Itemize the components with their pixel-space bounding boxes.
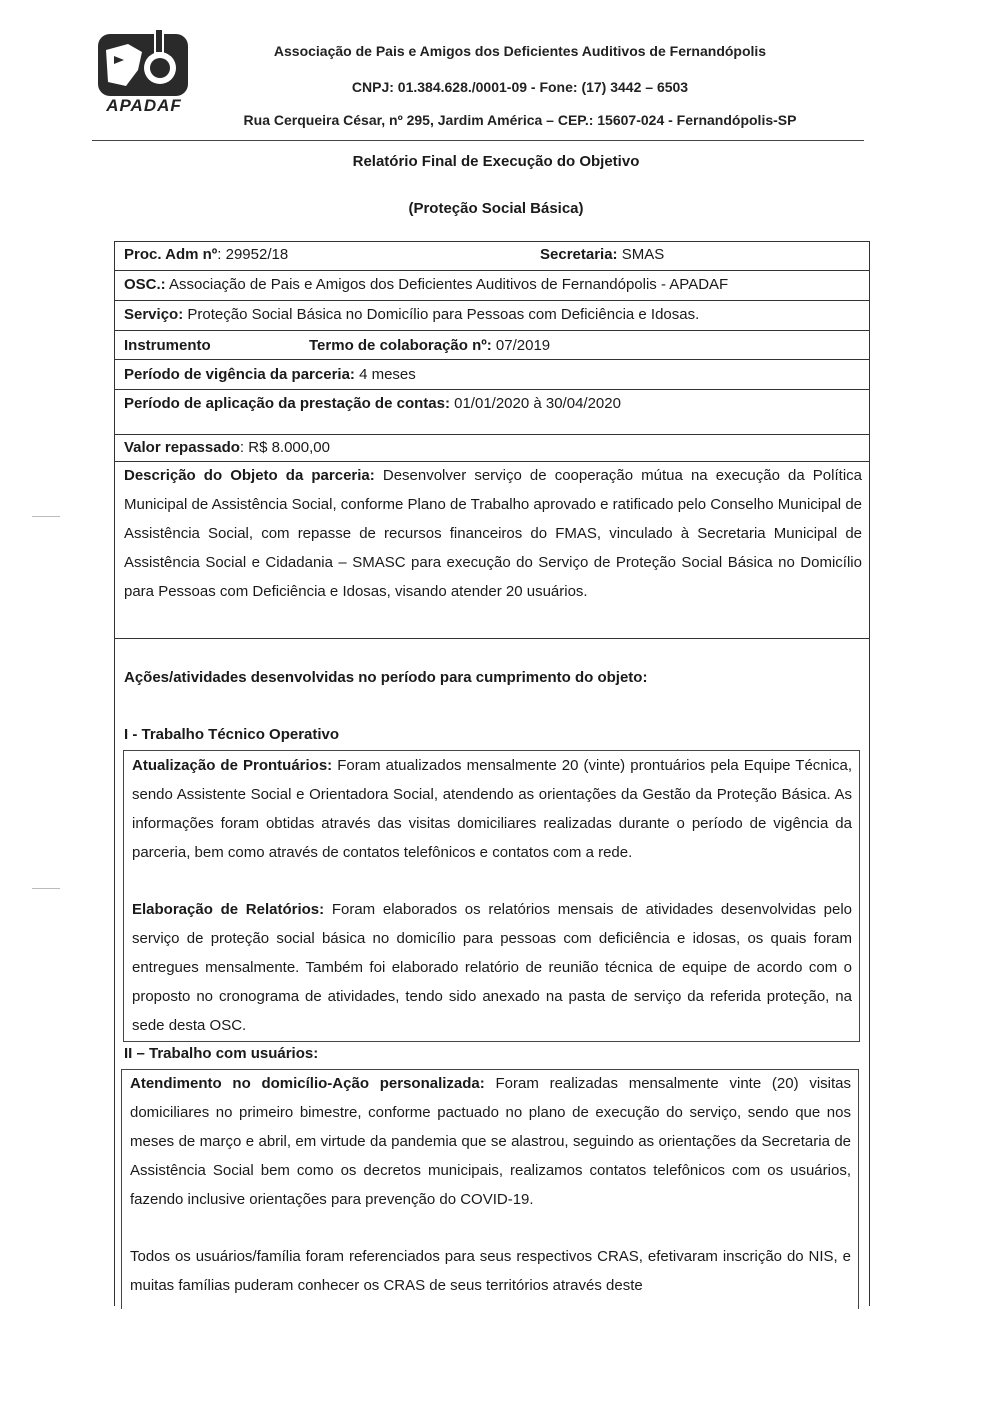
row-divider bbox=[114, 270, 870, 271]
valor-repassado bbox=[124, 439, 330, 456]
header-divider bbox=[92, 140, 864, 141]
row-divider bbox=[114, 434, 870, 435]
valor-label: Valor repassado bbox=[124, 439, 240, 456]
descricao-value: Desenvolver serviço de cooperação mútua na execução da Política Municipal de Assistência Social, conforme Plano de Trabalho aprovado e ratificado pelo Conselho Municipal de Assistência Social, com repasse de recursos financeiros do FMAS, vinculado à Secretaria Municipal de Assistência Social e Cidadania – SMASC para execução do Serviço de Proteção Social Básica no Domicílio para Pessoas com Deficiência e Idosas, visando atender 20 usuários. bbox=[124, 467, 862, 600]
osc-value: Associação de Pais e Amigos dos Deficientes Auditivos de Fernandópolis - APADAF bbox=[165, 276, 729, 293]
osc bbox=[124, 276, 728, 293]
osc-label: OSC.: bbox=[124, 276, 166, 293]
row-divider bbox=[114, 330, 870, 331]
relatorios-text: Foram elaborados os relatórios mensais de atividades desenvolvidas pelo serviço de proteção social básica no domicílio para pessoas com deficiência e idosas, os quais foram entregues mensalmente. Também foi elaborado relatório de reunião técnica de equipe de acordo com o proposto no cronograma de atividades, tendo sido anexado na pasta de serviço da referida proteção, na sede desta OSC. bbox=[132, 901, 852, 1034]
atendimento-label: Atendimento no domicílio-Ação personalizada: bbox=[130, 1075, 485, 1092]
instrumento-label: Instrumento bbox=[124, 337, 211, 354]
actions-heading: Ações/atividades desenvolvidas no período para cumprimento do objeto: bbox=[124, 669, 648, 686]
scan-mark bbox=[32, 888, 60, 889]
descricao-objeto bbox=[124, 461, 862, 606]
servico-label: Serviço: bbox=[124, 306, 184, 323]
proc-label: Proc. Adm nº bbox=[124, 246, 218, 263]
vigencia-value: 4 meses bbox=[354, 366, 416, 383]
logo-text: APADAF bbox=[106, 96, 182, 115]
row-divider bbox=[114, 389, 870, 390]
servico-value: Proteção Social Básica no Domicílio para Pessoas com Deficiência e Idosas. bbox=[183, 306, 700, 323]
aplicacao-label: Período de aplicação da prestação de contas: bbox=[124, 395, 450, 412]
secretaria-value: SMAS bbox=[617, 246, 665, 263]
valor-value: : R$ 8.000,00 bbox=[239, 439, 330, 456]
address: Rua Cerqueira César, nº 295, Jardim América – CEP.: 15607-024 - Fernandópolis-SP bbox=[243, 112, 797, 128]
termo-value: 07/2019 bbox=[491, 337, 551, 354]
scan-mark bbox=[32, 516, 60, 517]
row-divider bbox=[114, 300, 870, 301]
section-1-title: I - Trabalho Técnico Operativo bbox=[124, 726, 340, 743]
org-name: Associação de Pais e Amigos dos Deficientes Auditivos de Fernandópolis bbox=[273, 43, 767, 59]
document-subtitle: (Proteção Social Básica) bbox=[408, 200, 584, 217]
termo-colaboracao bbox=[309, 337, 550, 354]
row-divider bbox=[114, 638, 870, 639]
section-2-title: II – Trabalho com usuários: bbox=[124, 1045, 319, 1062]
vigencia bbox=[124, 366, 416, 383]
cnpj-phone: CNPJ: 01.384.628./0001-09 - Fone: (17) 3442 – 6503 bbox=[351, 79, 689, 95]
atendimento-paragraph bbox=[130, 1069, 851, 1214]
relatorios-label: Elaboração de Relatórios: bbox=[132, 901, 325, 918]
row-divider bbox=[114, 359, 870, 360]
secretaria-label: Secretaria: bbox=[540, 246, 618, 263]
relatorios-paragraph bbox=[132, 895, 852, 1040]
referenciados-paragraph: Todos os usuários/família foram referenciados para seus respectivos CRAS, efetivaram inscrição do NIS, e muitas famílias puderam conhecer os CRAS de seus territórios através deste bbox=[130, 1248, 851, 1294]
vigencia-label: Período de vigência da parceria: bbox=[124, 366, 355, 383]
prontuarios-paragraph bbox=[132, 751, 852, 867]
proc-adm bbox=[124, 246, 288, 263]
proc-value: : 29952/18 bbox=[217, 246, 289, 263]
aplicacao-value: 01/01/2020 à 30/04/2020 bbox=[449, 395, 621, 412]
prontuarios-text: Foram atualizados mensalmente 20 (vinte) prontuários pela Equipe Técnica, sendo Assistente Social e Orientadora Social, atendendo as orientações da Gestão da Proteção Básica. As informações foram obtidas através das visitas domiciliares realizadas durante o período de vigência da parceria, bem como através de contatos telefônicos e contatos com a rede. bbox=[132, 757, 852, 861]
document-title: Relatório Final de Execução do Objetivo bbox=[352, 153, 640, 170]
descricao-label: Descrição do Objeto da parceria: bbox=[124, 467, 375, 484]
termo-label: Termo de colaboração nº: bbox=[309, 337, 492, 354]
prontuarios-label: Atualização de Prontuários: bbox=[132, 757, 333, 774]
atendimento-text: Foram realizadas mensalmente vinte (20) visitas domiciliares no primeiro bimestre, conforme pactuado no plano de execução do serviço, sendo que nos meses de março e abril, em virtude da pandemia que se alastrou, seguindo as orientações da Secretaria de Assistência Social bem como os decretos municipais, realizamos contatos telefônicos com os usuários, fazendo inclusive orientações para prevenção do COVID-19. bbox=[130, 1075, 851, 1208]
secretaria bbox=[540, 246, 664, 263]
apadaf-logo bbox=[98, 30, 190, 120]
instrumento bbox=[124, 337, 211, 354]
aplicacao bbox=[124, 395, 621, 412]
servico bbox=[124, 306, 699, 323]
